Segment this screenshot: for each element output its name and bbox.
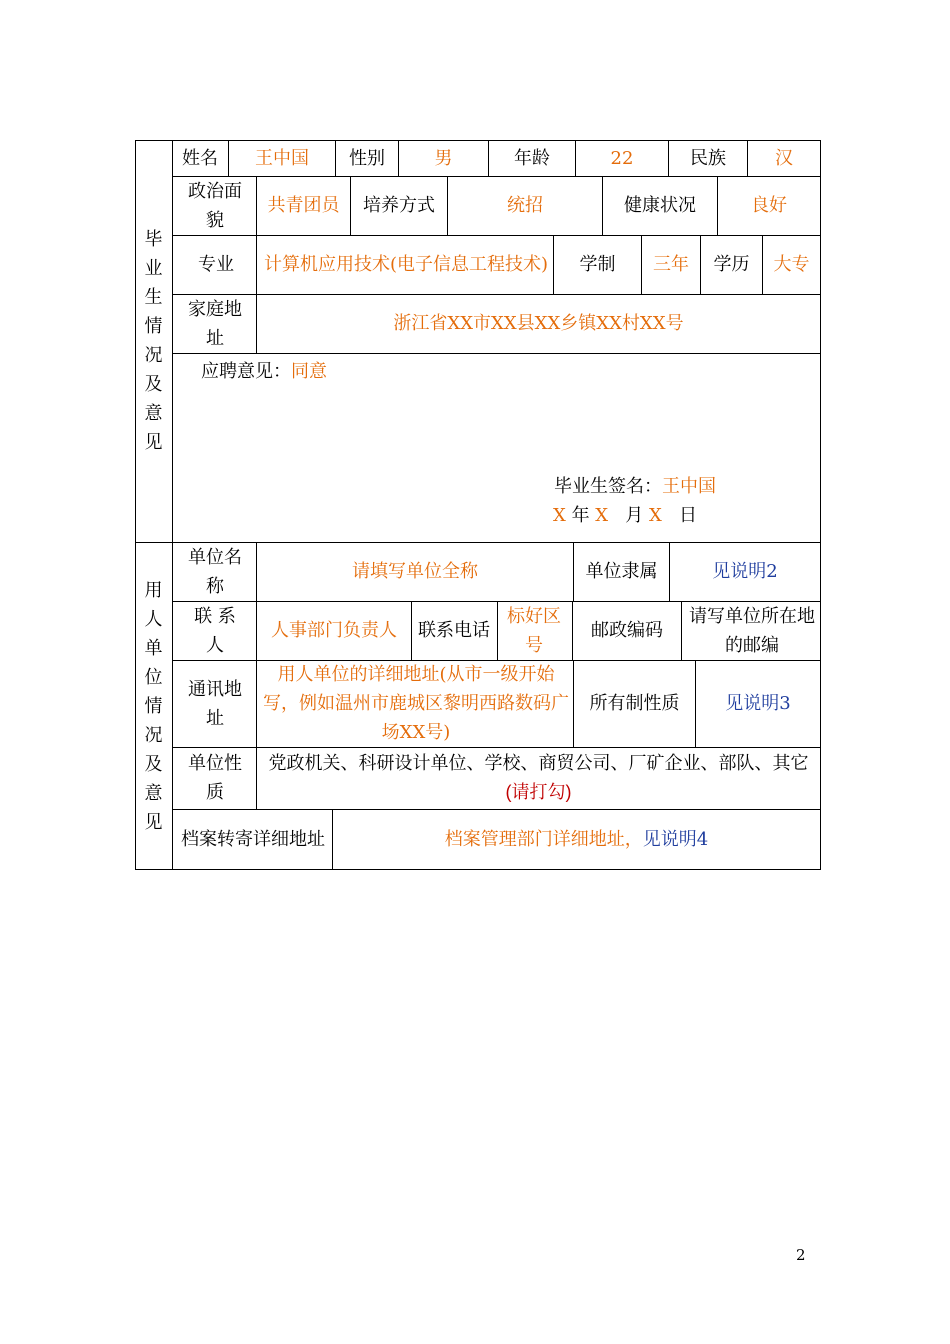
degree-label: 学历 (713, 254, 750, 275)
ethnicity-value[interactable]: 汉 (775, 147, 793, 169)
gender-label: 性别 (349, 147, 385, 169)
political-status-value[interactable]: 共青团员 (267, 195, 340, 216)
contact-value[interactable]: 人事部门负责人 (271, 620, 397, 641)
opinion-value[interactable]: 同意 (291, 361, 327, 382)
training-mode-label: 培养方式 (363, 195, 435, 216)
registration-form-table (135, 140, 821, 870)
age-label: 年龄 (514, 147, 550, 169)
date-month-value[interactable]: X (595, 505, 609, 526)
side-label-char: 见 (144, 432, 163, 453)
duration-label: 学制 (579, 254, 616, 275)
degree-value[interactable]: 大专 (773, 254, 810, 275)
border-right (820, 140, 821, 870)
affiliation-label: 单位隶属 (585, 561, 658, 582)
postcode-value[interactable]: 请写单位所在地的邮编 (689, 605, 815, 656)
health-value[interactable]: 良好 (751, 195, 787, 216)
training-mode-value[interactable]: 统招 (507, 195, 543, 216)
side-label-char: 况 (144, 345, 163, 366)
date-month-unit: 月 (625, 505, 644, 526)
side-column-divider (172, 140, 173, 870)
phone-label: 联系电话 (418, 620, 490, 641)
duration-value[interactable]: 三年 (653, 254, 689, 275)
employer-section-label (135, 542, 172, 870)
side-label-char: 人 (144, 608, 163, 630)
graduate-section-label (135, 140, 172, 542)
col-line (256, 235, 257, 295)
side-label-char: 意 (144, 782, 163, 804)
side-label-char: 用 (144, 579, 163, 601)
home-address-label: 家庭地址 (188, 298, 242, 349)
date-line (553, 501, 697, 530)
home-address-value[interactable]: 浙江省XX市XX县XX乡镇XX村XX号 (393, 313, 684, 334)
postcode-label: 邮政编码 (591, 620, 663, 641)
col-line (681, 601, 682, 661)
side-label-char: 见 (144, 811, 163, 833)
side-label-char: 位 (144, 666, 163, 688)
age-value[interactable]: 22 (610, 147, 634, 169)
archive-address-label: 档案转寄详细地址 (181, 828, 325, 850)
unit-type-label: 单位性质 (188, 753, 242, 803)
mailing-address-label: 通讯地址 (188, 678, 242, 729)
phone-value[interactable]: 标好区号 (507, 605, 561, 656)
unit-name-value[interactable]: 请填写单位全称 (352, 561, 478, 582)
signature-line (554, 472, 716, 501)
contact-label: 联 系 人 (194, 605, 236, 656)
side-label-char: 及 (144, 374, 163, 395)
unit-type-options[interactable]: 党政机关、科研设计单位、学校、商贸公司、厂矿企业、部队、其它 (268, 753, 809, 774)
side-label-char: 单 (144, 637, 163, 659)
page-number: 2 (796, 1246, 806, 1264)
mailing-address-value[interactable]: 用人单位的详细地址(从市一级开始写，例如温州市鹿城区黎明西路数码广场XX号) (263, 664, 569, 743)
side-label-char: 毕 (144, 229, 163, 250)
major-value[interactable]: 计算机应用技术(电子信息工程技术) (263, 254, 549, 275)
major-label: 专业 (198, 254, 234, 275)
name-label: 姓名 (182, 147, 218, 169)
affiliation-value[interactable]: 见说明2 (712, 561, 778, 582)
ownership-value[interactable]: 见说明3 (725, 693, 791, 714)
gender-value[interactable]: 男 (434, 147, 453, 169)
archive-address-ref: 见说明4 (642, 828, 709, 850)
ownership-label: 所有制性质 (589, 693, 680, 714)
side-label-char: 意 (144, 403, 163, 424)
unit-type-note: (请打勾) (505, 782, 572, 802)
opinion-line (201, 357, 327, 386)
name-value[interactable]: 王中国 (255, 147, 309, 169)
col-line (256, 601, 257, 661)
side-label-char: 业 (144, 258, 163, 279)
row-line (172, 353, 821, 354)
side-label-char: 及 (144, 753, 163, 775)
border-bottom (135, 869, 821, 870)
side-label-char: 况 (144, 724, 163, 746)
col-line (256, 660, 257, 748)
side-label-char: 情 (144, 695, 163, 717)
signature-value[interactable]: 王中国 (662, 476, 716, 497)
signature-label: 毕业生签名： (554, 476, 662, 497)
unit-name-label: 单位名称 (188, 546, 242, 597)
date-year-value[interactable]: X (553, 505, 566, 526)
side-label-char: 生 (144, 287, 163, 308)
archive-address-cell[interactable] (333, 809, 820, 869)
col-line (497, 601, 498, 661)
health-label: 健康状况 (624, 195, 696, 216)
date-day-value[interactable]: X (649, 505, 662, 526)
side-label-char: 情 (144, 316, 163, 337)
political-status-label: 政治面貌 (188, 180, 242, 231)
date-year-unit: 年 (571, 505, 590, 526)
opinion-label: 应聘意见： (201, 361, 291, 382)
unit-type-cell[interactable] (257, 747, 820, 809)
date-day-unit: 日 (679, 505, 698, 526)
ethnicity-label: 民族 (690, 147, 726, 169)
archive-address-value[interactable]: 档案管理部门详细地址， (444, 828, 643, 850)
col-line (411, 601, 412, 661)
